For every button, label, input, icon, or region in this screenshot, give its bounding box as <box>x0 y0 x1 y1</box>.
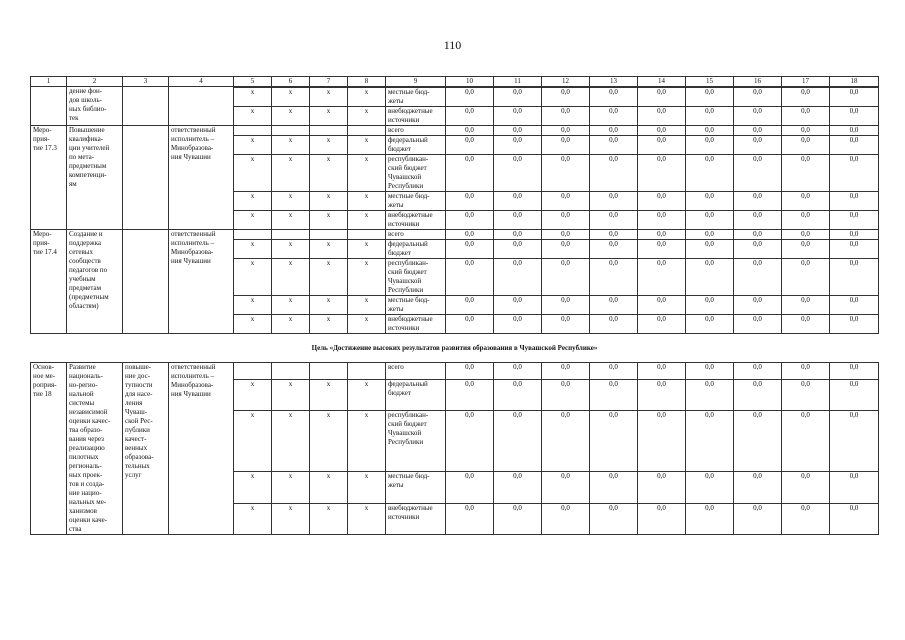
code-cell <box>310 230 348 240</box>
funding-source-cell: внебюджетные источники <box>386 211 446 230</box>
code-cell: x <box>234 379 272 410</box>
executor-cell <box>169 87 234 126</box>
amount-cell: 0,0 <box>494 240 542 259</box>
code-cell: x <box>348 155 386 192</box>
amount-cell: 0,0 <box>494 472 542 503</box>
executor-cell: ответственный исполнитель – Минобразова- ния Чувашии <box>169 363 234 535</box>
amount-cell: 0,0 <box>494 259 542 296</box>
code-cell: x <box>310 315 348 334</box>
amount-cell: 0,0 <box>830 410 879 471</box>
amount-cell: 0,0 <box>494 503 542 534</box>
amount-cell: 0,0 <box>494 88 542 107</box>
table-row <box>31 126 879 136</box>
amount-cell: 0,0 <box>446 136 494 155</box>
code-cell: x <box>234 315 272 334</box>
amount-cell: 0,0 <box>590 379 638 410</box>
amount-cell: 0,0 <box>686 155 734 192</box>
table-row <box>31 363 879 380</box>
amount-cell: 0,0 <box>494 230 542 240</box>
code-cell: x <box>310 88 348 107</box>
funding-source-cell: республикан- ский бюджет Чувашской Республики <box>386 410 446 471</box>
code-cell: x <box>310 136 348 155</box>
code-cell <box>348 126 386 136</box>
code-cell: x <box>348 472 386 503</box>
amount-cell: 0,0 <box>638 410 686 471</box>
amount-cell: 0,0 <box>590 136 638 155</box>
amount-cell: 0,0 <box>782 136 830 155</box>
amount-cell: 0,0 <box>590 410 638 471</box>
amount-cell: 0,0 <box>734 230 782 240</box>
amount-cell: 0,0 <box>494 315 542 334</box>
amount-cell: 0,0 <box>446 192 494 211</box>
executor-cell: ответственный исполнитель – Минобразова- ния Чувашии <box>169 230 234 334</box>
amount-cell: 0,0 <box>686 503 734 534</box>
amount-cell: 0,0 <box>734 503 782 534</box>
amount-cell: 0,0 <box>734 296 782 315</box>
amount-cell: 0,0 <box>638 155 686 192</box>
amount-cell: 0,0 <box>686 379 734 410</box>
amount-cell: 0,0 <box>446 107 494 126</box>
amount-cell: 0,0 <box>638 107 686 126</box>
event-code-cell: Меро- прия- тие 17.3 <box>31 126 67 230</box>
code-cell: x <box>310 107 348 126</box>
funding-source-cell: местные бюд- жеты <box>386 88 446 107</box>
event-code-cell <box>31 87 67 126</box>
code-cell: x <box>234 192 272 211</box>
amount-cell: 0,0 <box>686 315 734 334</box>
amount-cell: 0,0 <box>590 126 638 136</box>
table-body <box>31 77 879 535</box>
amount-cell: 0,0 <box>542 211 590 230</box>
code-cell <box>234 363 272 380</box>
amount-cell: 0,0 <box>542 107 590 126</box>
code-cell: x <box>348 211 386 230</box>
amount-cell: 0,0 <box>782 379 830 410</box>
code-cell: x <box>272 211 310 230</box>
amount-cell: 0,0 <box>830 88 879 107</box>
event-goal-cell <box>123 126 169 230</box>
amount-cell: 0,0 <box>638 296 686 315</box>
amount-cell: 0,0 <box>638 472 686 503</box>
code-cell <box>348 230 386 240</box>
amount-cell: 0,0 <box>590 88 638 107</box>
funding-source-cell: местные бюд- жеты <box>386 192 446 211</box>
column-header-9: 9 <box>386 77 446 87</box>
amount-cell: 0,0 <box>782 259 830 296</box>
column-header-2: 2 <box>67 77 123 87</box>
code-cell: x <box>272 136 310 155</box>
code-cell: x <box>272 107 310 126</box>
page-number: 110 <box>443 38 462 52</box>
header-row <box>31 77 879 87</box>
code-cell: x <box>310 211 348 230</box>
amount-cell: 0,0 <box>734 136 782 155</box>
column-header-14: 14 <box>638 77 686 87</box>
amount-cell: 0,0 <box>542 240 590 259</box>
column-header-10: 10 <box>446 77 494 87</box>
amount-cell: 0,0 <box>542 259 590 296</box>
column-header-7: 7 <box>310 77 348 87</box>
code-cell: x <box>348 192 386 211</box>
code-cell: x <box>348 410 386 471</box>
amount-cell: 0,0 <box>830 379 879 410</box>
code-cell: x <box>234 472 272 503</box>
amount-cell: 0,0 <box>590 192 638 211</box>
amount-cell: 0,0 <box>830 192 879 211</box>
amount-cell: 0,0 <box>686 410 734 471</box>
amount-cell: 0,0 <box>638 192 686 211</box>
amount-cell: 0,0 <box>590 107 638 126</box>
amount-cell: 0,0 <box>494 410 542 471</box>
amount-cell: 0,0 <box>782 410 830 471</box>
funding-source-cell: федеральный бюджет <box>386 240 446 259</box>
amount-cell: 0,0 <box>830 126 879 136</box>
code-cell: x <box>310 155 348 192</box>
amount-cell: 0,0 <box>830 503 879 534</box>
code-cell: x <box>272 296 310 315</box>
code-cell: x <box>310 503 348 534</box>
amount-cell: 0,0 <box>782 363 830 380</box>
goal-heading: Цель «Достижение высоких результатов развития образования в Чувашской Республике» <box>31 334 879 363</box>
amount-cell: 0,0 <box>590 315 638 334</box>
code-cell: x <box>348 259 386 296</box>
funding-source-cell: всего <box>386 230 446 240</box>
code-cell: x <box>310 192 348 211</box>
amount-cell: 0,0 <box>542 503 590 534</box>
code-cell: x <box>272 379 310 410</box>
code-cell: x <box>234 296 272 315</box>
code-cell: x <box>310 472 348 503</box>
amount-cell: 0,0 <box>830 240 879 259</box>
amount-cell: 0,0 <box>542 363 590 380</box>
amount-cell: 0,0 <box>734 155 782 192</box>
amount-cell: 0,0 <box>686 363 734 380</box>
amount-cell: 0,0 <box>686 240 734 259</box>
column-header-11: 11 <box>494 77 542 87</box>
code-cell: x <box>310 240 348 259</box>
code-cell: x <box>348 240 386 259</box>
code-cell: x <box>272 155 310 192</box>
amount-cell: 0,0 <box>686 136 734 155</box>
amount-cell: 0,0 <box>830 296 879 315</box>
amount-cell: 0,0 <box>446 503 494 534</box>
event-goal-cell <box>123 230 169 334</box>
amount-cell: 0,0 <box>734 363 782 380</box>
event-code-cell: Основ- ное ме- роприя- тие 18 <box>31 363 67 535</box>
code-cell: x <box>234 503 272 534</box>
code-cell: x <box>272 88 310 107</box>
amount-cell: 0,0 <box>782 472 830 503</box>
amount-cell: 0,0 <box>494 136 542 155</box>
event-name-cell: дение фон- дов школь- ных библио- тек <box>67 87 123 126</box>
column-header-4: 4 <box>169 77 234 87</box>
amount-cell: 0,0 <box>542 192 590 211</box>
amount-cell: 0,0 <box>446 379 494 410</box>
amount-cell: 0,0 <box>542 155 590 192</box>
amount-cell: 0,0 <box>638 230 686 240</box>
amount-cell: 0,0 <box>542 126 590 136</box>
amount-cell: 0,0 <box>638 88 686 107</box>
column-header-12: 12 <box>542 77 590 87</box>
amount-cell: 0,0 <box>542 296 590 315</box>
column-header-5: 5 <box>234 77 272 87</box>
event-goal-cell <box>123 87 169 126</box>
event-name-cell: Создание и поддержка сетевых сообществ педагогов по учебным предметам (предметным областям) <box>67 230 123 334</box>
amount-cell: 0,0 <box>782 503 830 534</box>
code-cell <box>272 363 310 380</box>
funding-source-cell: местные бюд- жеты <box>386 296 446 315</box>
funding-source-cell: внебюджетные источники <box>386 107 446 126</box>
funding-source-cell: местные бюд- жеты <box>386 472 446 503</box>
amount-cell: 0,0 <box>446 126 494 136</box>
code-cell: x <box>272 472 310 503</box>
amount-cell: 0,0 <box>686 88 734 107</box>
amount-cell: 0,0 <box>446 296 494 315</box>
code-cell: x <box>272 315 310 334</box>
amount-cell: 0,0 <box>782 315 830 334</box>
amount-cell: 0,0 <box>782 126 830 136</box>
amount-cell: 0,0 <box>590 472 638 503</box>
amount-cell: 0,0 <box>830 259 879 296</box>
amount-cell: 0,0 <box>590 230 638 240</box>
amount-cell: 0,0 <box>734 211 782 230</box>
amount-cell: 0,0 <box>446 363 494 380</box>
code-cell: x <box>234 136 272 155</box>
code-cell: x <box>348 88 386 107</box>
amount-cell: 0,0 <box>494 107 542 126</box>
amount-cell: 0,0 <box>542 88 590 107</box>
amount-cell: 0,0 <box>590 296 638 315</box>
goal-row <box>31 334 879 363</box>
column-header-17: 17 <box>782 77 830 87</box>
code-cell: x <box>310 379 348 410</box>
amount-cell: 0,0 <box>830 155 879 192</box>
code-cell <box>234 126 272 136</box>
amount-cell: 0,0 <box>494 296 542 315</box>
amount-cell: 0,0 <box>686 192 734 211</box>
code-cell: x <box>310 296 348 315</box>
amount-cell: 0,0 <box>686 296 734 315</box>
amount-cell: 0,0 <box>638 315 686 334</box>
amount-cell: 0,0 <box>734 259 782 296</box>
amount-cell: 0,0 <box>734 410 782 471</box>
amount-cell: 0,0 <box>446 410 494 471</box>
funding-source-cell: федеральный бюджет <box>386 136 446 155</box>
amount-cell: 0,0 <box>830 211 879 230</box>
amount-cell: 0,0 <box>782 107 830 126</box>
code-cell: x <box>234 240 272 259</box>
amount-cell: 0,0 <box>542 379 590 410</box>
amount-cell: 0,0 <box>638 503 686 534</box>
amount-cell: 0,0 <box>830 107 879 126</box>
column-header-8: 8 <box>348 77 386 87</box>
amount-cell: 0,0 <box>590 503 638 534</box>
event-goal-cell: повыше- ние дос- тупности для насе- ления Чуваш- ской Рес- публики качест- венных образова- тельных услуг <box>123 363 169 535</box>
amount-cell: 0,0 <box>686 126 734 136</box>
amount-cell: 0,0 <box>782 240 830 259</box>
code-cell: x <box>310 410 348 471</box>
code-cell: x <box>348 379 386 410</box>
code-cell: x <box>234 211 272 230</box>
amount-cell: 0,0 <box>590 259 638 296</box>
amount-cell: 0,0 <box>638 240 686 259</box>
funding-source-cell: федеральный бюджет <box>386 379 446 410</box>
amount-cell: 0,0 <box>542 136 590 155</box>
amount-cell: 0,0 <box>638 259 686 296</box>
amount-cell: 0,0 <box>686 107 734 126</box>
amount-cell: 0,0 <box>734 240 782 259</box>
amount-cell: 0,0 <box>494 379 542 410</box>
code-cell: x <box>310 259 348 296</box>
amount-cell: 0,0 <box>734 88 782 107</box>
amount-cell: 0,0 <box>638 379 686 410</box>
amount-cell: 0,0 <box>782 296 830 315</box>
code-cell: x <box>234 88 272 107</box>
code-cell: x <box>272 503 310 534</box>
amount-cell: 0,0 <box>830 363 879 380</box>
column-header-15: 15 <box>686 77 734 87</box>
amount-cell: 0,0 <box>446 240 494 259</box>
event-name-cell: Повышение квалифика- ции учителей по мета- предметным компетенци- ям <box>67 126 123 230</box>
amount-cell: 0,0 <box>734 315 782 334</box>
budget-table <box>30 76 879 535</box>
code-cell: x <box>234 410 272 471</box>
amount-cell: 0,0 <box>446 472 494 503</box>
code-cell <box>310 363 348 380</box>
amount-cell: 0,0 <box>590 240 638 259</box>
amount-cell: 0,0 <box>782 88 830 107</box>
column-header-3: 3 <box>123 77 169 87</box>
amount-cell: 0,0 <box>446 88 494 107</box>
amount-cell: 0,0 <box>638 126 686 136</box>
code-cell: x <box>272 240 310 259</box>
amount-cell: 0,0 <box>542 410 590 471</box>
column-header-18: 18 <box>830 77 879 87</box>
funding-source-cell: внебюджетные источники <box>386 315 446 334</box>
code-cell: x <box>272 259 310 296</box>
executor-cell: ответственный исполнитель – Минобразова- ния Чувашии <box>169 126 234 230</box>
amount-cell: 0,0 <box>686 259 734 296</box>
event-code-cell: Меро- прия- тие 17.4 <box>31 230 67 334</box>
amount-cell: 0,0 <box>494 192 542 211</box>
amount-cell: 0,0 <box>638 211 686 230</box>
amount-cell: 0,0 <box>446 211 494 230</box>
amount-cell: 0,0 <box>734 107 782 126</box>
amount-cell: 0,0 <box>446 315 494 334</box>
table-row <box>31 230 879 240</box>
amount-cell: 0,0 <box>830 472 879 503</box>
code-cell: x <box>234 259 272 296</box>
amount-cell: 0,0 <box>494 155 542 192</box>
code-cell <box>272 230 310 240</box>
code-cell <box>310 126 348 136</box>
amount-cell: 0,0 <box>686 472 734 503</box>
amount-cell: 0,0 <box>542 230 590 240</box>
amount-cell: 0,0 <box>734 126 782 136</box>
amount-cell: 0,0 <box>830 136 879 155</box>
code-cell: x <box>348 296 386 315</box>
amount-cell: 0,0 <box>494 363 542 380</box>
amount-cell: 0,0 <box>542 472 590 503</box>
amount-cell: 0,0 <box>686 230 734 240</box>
column-header-16: 16 <box>734 77 782 87</box>
code-cell: x <box>272 192 310 211</box>
amount-cell: 0,0 <box>830 230 879 240</box>
amount-cell: 0,0 <box>638 136 686 155</box>
column-header-6: 6 <box>272 77 310 87</box>
amount-cell: 0,0 <box>686 211 734 230</box>
amount-cell: 0,0 <box>782 192 830 211</box>
funding-source-cell: всего <box>386 363 446 380</box>
amount-cell: 0,0 <box>446 259 494 296</box>
funding-source-cell: республикан- ский бюджет Чувашской Республики <box>386 155 446 192</box>
amount-cell: 0,0 <box>446 230 494 240</box>
amount-cell: 0,0 <box>638 363 686 380</box>
code-cell: x <box>234 107 272 126</box>
amount-cell: 0,0 <box>494 126 542 136</box>
funding-source-cell: республикан- ский бюджет Чувашской Республики <box>386 259 446 296</box>
event-name-cell: Развитие националь- но-регио- нальной системы независимой оценки качес- тва образо- вания через реализацию пилотных региональ- ных проек- тов и созда- ние нацио- нальных ме- ханизмов оценки каче- ства <box>67 363 123 535</box>
code-cell: x <box>348 107 386 126</box>
code-cell <box>272 126 310 136</box>
amount-cell: 0,0 <box>782 211 830 230</box>
amount-cell: 0,0 <box>734 379 782 410</box>
amount-cell: 0,0 <box>494 211 542 230</box>
code-cell: x <box>348 503 386 534</box>
code-cell: x <box>272 410 310 471</box>
amount-cell: 0,0 <box>782 230 830 240</box>
amount-cell: 0,0 <box>830 315 879 334</box>
amount-cell: 0,0 <box>542 315 590 334</box>
code-cell: x <box>348 136 386 155</box>
amount-cell: 0,0 <box>734 192 782 211</box>
amount-cell: 0,0 <box>590 363 638 380</box>
amount-cell: 0,0 <box>446 155 494 192</box>
funding-source-cell: внебюджетные источники <box>386 503 446 534</box>
code-cell: x <box>348 315 386 334</box>
amount-cell: 0,0 <box>782 155 830 192</box>
amount-cell: 0,0 <box>734 472 782 503</box>
code-cell <box>348 363 386 380</box>
amount-cell: 0,0 <box>590 155 638 192</box>
column-header-13: 13 <box>590 77 638 87</box>
amount-cell: 0,0 <box>590 211 638 230</box>
column-header-1: 1 <box>31 77 67 87</box>
code-cell <box>234 230 272 240</box>
code-cell: x <box>234 155 272 192</box>
funding-source-cell: всего <box>386 126 446 136</box>
